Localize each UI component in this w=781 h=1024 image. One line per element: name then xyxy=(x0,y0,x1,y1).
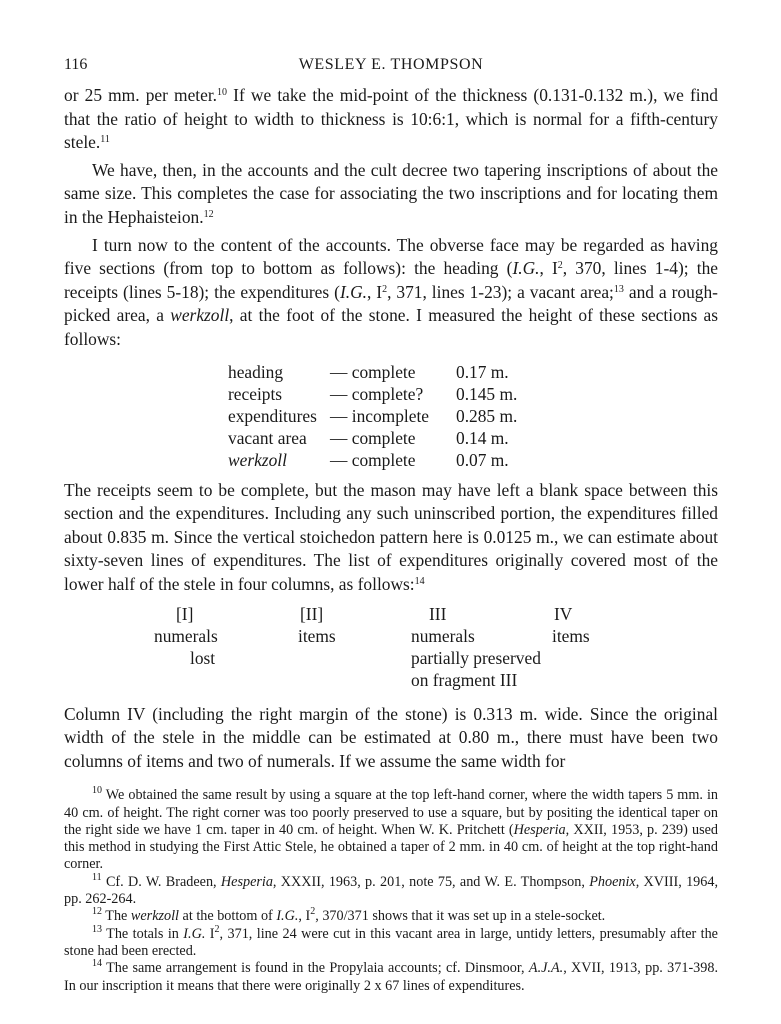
footnote-ref-13: 13 xyxy=(613,283,624,295)
running-head: WESLEY E. THOMPSON xyxy=(298,56,484,73)
footnotes xyxy=(64,787,718,995)
footnote-ref-11: 11 xyxy=(100,134,110,146)
footnote-ref-10: 10 xyxy=(217,87,228,98)
paragraph-3: I turn now to the content of the accounts. The obverse face may be regarded as having five sections (from top to bottom as follows): the heading (I.G., $I^2$, 370, lines 1-4); the receipts (lines 5-18); the expenditures (I.G., $I^2$, 371, lines 1-23); a vacant area;$^{13}$ and a rough-picked area, a werkzoll, at the foot of the stone. I measured the height of these sections as follows: xyxy=(64,234,718,349)
footnote-13: $^{13}$ The totals in I.G. $I^2$, 371, line 24 were cut in this vacant area in large, untidy letters, presumably after the stone had been erected. xyxy=(64,923,718,959)
column-4: IV items xyxy=(552,603,590,646)
footnote-10: $^{10}$ We obtained the same result by using a square at the top left-hand corner, where the width tapers 5 mm. in 40 cm. of height. The right corner was too poorly preserved to use a square, but by positing the identical taper on the right side we have 1 cm. taper in 40 cm. of height. When W. K. Pritchett (Hesperia, XXII, 1953, p. 239) used this method in studying the First Attic Stele, he obtained a taper of 2 mm. in 40 cm. of height at the top right-hand corner. xyxy=(64,785,718,873)
table-row: receipts — complete? 0.145 m. xyxy=(228,383,518,404)
footnote-11: $^{11}$ Cf. D. W. Bradeen, Hesperia, XXXII, 1963, p. 201, note 75, and W. E. Thompson, Phoenix, XVIII, 1964, pp. 262-264. xyxy=(64,871,719,908)
paragraph-1: or 25 mm. per meter.$^{10}$ If we take the mid-point of the thickness (0.131-0.132 m.), we find that the ratio of height to width to thickness is 10:6:1, which is normal for a fifth-century stele.$^{11}$ xyxy=(64,85,718,153)
table-row: heading — complete 0.17 m. xyxy=(228,361,509,382)
footnote-ref-12: 12 xyxy=(203,208,214,220)
table-row: werkzoll — complete 0.07 m. xyxy=(228,449,509,470)
table-row: expenditures — incomplete 0.285 m. xyxy=(228,405,518,426)
paragraph-2: We have, then, in the accounts and the cult decree two tapering inscriptions of about the same size. This completes the case for associating the two inscriptions and for locating them in the Hephaisteion.$^{12}$ xyxy=(64,159,718,227)
column-layout xyxy=(64,603,718,699)
footnote-12: $^{12}$ The werkzoll at the bottom of I.G., $I^2$, 370/371 shows that it was set up in a stele-socket. xyxy=(92,906,606,925)
column-3: III numerals partially preserved on fragment III xyxy=(411,603,541,690)
paragraph-5: Column IV (including the right margin of the stone) is 0.313 m. wide. Since the original width of the stele in the middle can be estimated at 0.80 m., there must have been two columns of items and two of numerals. If we assume the same width for xyxy=(64,703,718,771)
page xyxy=(64,52,718,995)
column-1: [I] numerals lost xyxy=(154,603,218,668)
paragraph-4: The receipts seem to be complete, but the mason may have left a blank space between this section and the expenditures. Including any such uninscribed portion, the expenditures filled about 0.835 m. Since the vertical stoichedon pattern here is 0.0125 m., we can estimate about sixty-seven lines of expenditures. The list of expenditures originally covered most of the lower half of the stele in four columns, as follows:$^{14}$ xyxy=(64,479,718,594)
column-2: [II] items xyxy=(298,603,336,646)
page-header xyxy=(64,52,718,80)
footnote-ref-14: 14 xyxy=(414,575,425,587)
table-row: vacant area — complete 0.14 m. xyxy=(228,427,509,448)
page-number: 116 xyxy=(64,56,88,73)
sections-table xyxy=(228,361,523,471)
footnote-14: $^{14}$ The same arrangement is found in the Propylaia accounts; cf. Dinsmoor, A.J.A., XVII, 1913, pp. 371-398. In our inscription it means that there were originally 2 x 67 lines of expenditures. xyxy=(64,958,719,994)
